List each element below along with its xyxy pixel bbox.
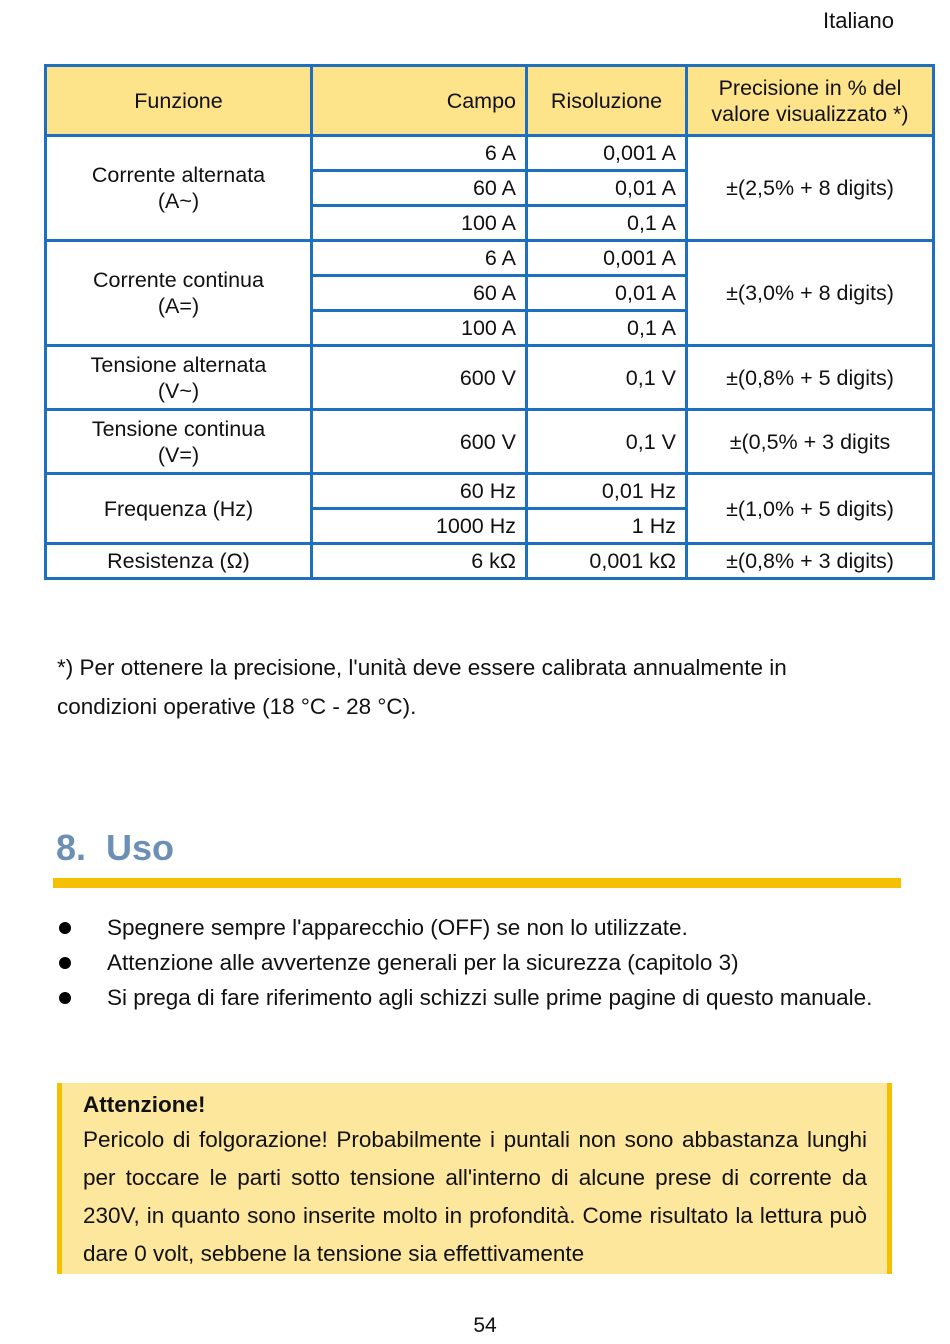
section-heading: [56, 822, 174, 874]
table-row: [46, 241, 934, 276]
resolution-cell: 0,1 A: [527, 311, 687, 346]
function-name: Corrente alternata: [91, 163, 266, 187]
list-item-text: Spegnere sempre l'apparecchio (OFF) se non lo utilizzate.: [107, 915, 688, 940]
function-cell: [46, 410, 312, 474]
range-cell: 60 Hz: [312, 474, 527, 509]
function-cell: Resistenza (Ω): [46, 544, 312, 579]
range-cell: 6 A: [312, 241, 527, 276]
table-row: [46, 544, 934, 579]
list-item: [57, 945, 895, 980]
header-precisione-line1: Precisione in % del: [718, 75, 902, 100]
precision-cell: ±(0,8% + 5 digits): [687, 346, 934, 410]
header-funzione: Funzione: [46, 66, 312, 136]
list-item: [57, 910, 895, 945]
resolution-cell: 0,1 V: [527, 346, 687, 410]
function-name: Tensione alternata: [90, 352, 267, 377]
precision-cell: ±(3,0% + 8 digits): [687, 241, 934, 346]
list-item-text: Si prega di fare riferimento agli schizzi sulle prime pagine di questo manuale.: [107, 985, 873, 1010]
resolution-cell: 0,1 A: [527, 206, 687, 241]
function-cell: [46, 241, 312, 346]
header-campo: Campo: [312, 66, 527, 136]
warning-title: Attenzione!: [83, 1092, 206, 1117]
function-symbol: (A~): [157, 189, 200, 213]
resolution-cell: 0,1 V: [527, 410, 687, 474]
bullet-icon: [59, 922, 71, 934]
range-cell: 1000 Hz: [312, 509, 527, 544]
language-label: Italiano: [823, 8, 894, 33]
warning-box: [57, 1083, 892, 1274]
precision-cell: ±(2,5% + 8 digits): [687, 136, 934, 241]
table-row: [46, 474, 934, 509]
range-cell: 60 A: [312, 276, 527, 311]
table-row: [46, 136, 934, 171]
function-cell: Frequenza (Hz): [46, 474, 312, 544]
function-cell: [46, 136, 312, 241]
bullet-icon: [59, 957, 71, 969]
resolution-cell: 1 Hz: [527, 509, 687, 544]
function-symbol: (A=): [157, 294, 200, 318]
warning-text: Pericolo di folgorazione! Probabilmente i puntali non sono abbastanza lunghi per toccare le parti sotto tensione all'interno di alcune prese di corrente da 230V, in quanto sono inserite molto in profondità. Come risultato la lettura può dare 0 volt, sebbene la tensione sia effettivamente: [83, 1127, 867, 1266]
header-precisione-line2: valore visualizzato *): [711, 101, 909, 126]
precision-cell: ±(0,5% + 3 digits: [687, 410, 934, 474]
header-risoluzione: Risoluzione: [527, 66, 687, 136]
list-item: [57, 980, 895, 1015]
resolution-cell: 0,01 A: [527, 276, 687, 311]
range-cell: 60 A: [312, 171, 527, 206]
table-row: [46, 410, 934, 474]
header-precisione: [687, 66, 934, 136]
resolution-cell: 0,001 A: [527, 136, 687, 171]
usage-bullet-list: [57, 910, 895, 1015]
table-row: [46, 346, 934, 410]
range-cell: 100 A: [312, 311, 527, 346]
specifications-table: [44, 64, 935, 580]
resolution-cell: 0,001 A: [527, 241, 687, 276]
page-number: 54: [473, 1314, 497, 1337]
range-cell: 6 kΩ: [312, 544, 527, 579]
footnote-line2: condizioni operative (18 °C - 28 °C).: [57, 694, 417, 719]
bullet-icon: [59, 992, 71, 1004]
resolution-cell: 0,01 A: [527, 171, 687, 206]
list-item-text: Attenzione alle avvertenze generali per la sicurezza (capitolo 3): [107, 950, 739, 975]
footnote-line1: *) Per ottenere la precisione, l'unità deve essere calibrata annualmente in: [57, 655, 787, 680]
function-symbol: (V~): [157, 378, 200, 403]
resolution-cell: 0,001 kΩ: [527, 544, 687, 579]
range-cell: 600 V: [312, 346, 527, 410]
range-cell: 600 V: [312, 410, 527, 474]
range-cell: 6 A: [312, 136, 527, 171]
resolution-cell: 0,01 Hz: [527, 474, 687, 509]
function-name: Tensione continua: [91, 416, 266, 441]
section-title: Uso: [106, 827, 175, 868]
precision-cell: ±(1,0% + 5 digits): [687, 474, 934, 544]
table-footnote: [57, 648, 907, 726]
section-divider: [53, 878, 901, 888]
table-header-row: [46, 66, 934, 136]
section-number: 8.: [56, 827, 87, 868]
function-symbol: (V=): [157, 442, 200, 467]
precision-cell: ±(0,8% + 3 digits): [687, 544, 934, 579]
function-cell: [46, 346, 312, 410]
range-cell: 100 A: [312, 206, 527, 241]
function-name: Corrente continua: [93, 268, 264, 292]
